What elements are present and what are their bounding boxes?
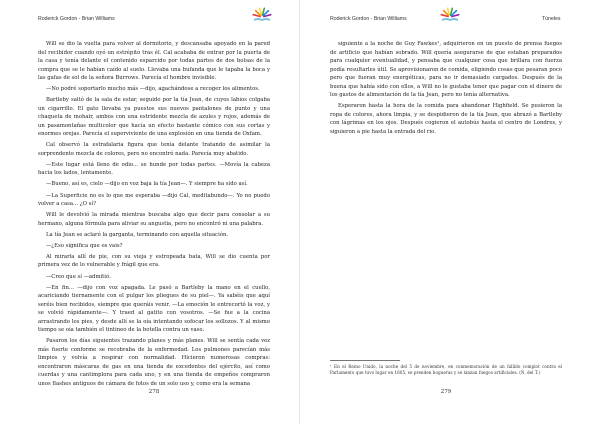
footnote: ¹ En el Reino Unido, la noche del 5 de noviembre, en conmemoración de un fallido complot contra el Parlamento que tuvo lugar en 1605, se prenden hogueras y se lanzan fuegos artificiales. (N. del T.) (330, 364, 562, 375)
paragraph: —En fin... —dijo con voz apagada. Le pasó a Bartleby la mano en el cuello, acariciando tiernamente con el pulgar los pliegues de su piel—. Ya sabéis que aquí seréis bien recibidos, siempre que queráis venir. —La emoción le entrecortó la voz, y se volvió rápidamente—. Y traed al gatito con vosotros. —Se fue a la cocina arrastrando los pies, y desde allí se la oía intentando sofocar los sollozos. Y al mismo tiempo se oía también el tintineo de la botella contra un vaso. (38, 284, 270, 334)
page-number: 279 (440, 389, 452, 395)
right-body-text (330, 40, 562, 139)
paragraph: La tía Jean se aclaró la garganta, terminando con aquella situación. (46, 231, 229, 238)
paragraph: —Bueno, así es, cielo —dijo en voz baja la tía Jean—. Y siempre ha sido así. (46, 181, 248, 188)
paragraph: Will se dio la vuelta para volver al dormitorio, y descansaba apoyado en la pared del recibidor cuando oyó un estrépito tras él. Cal acababa de entrar por la puerta de la casa y tenía delante el contenido esparcido por todas partes de dos bolsas de la compra que se le habían caído al suelo. Llevaba una bufanda que le tapaba la boca y las gafas de sol de la señora Burrows. Parecía el hombre invisible. (38, 41, 270, 81)
paragraph: Cal observó la estrafalaria figura que tenía delante tratando de asimilar la sorprendente mezcla de colores, pero no encontró nada. Parecía muy abatido. (38, 142, 270, 157)
paragraph: Will le devolvió la mirada mientras buscaba algo que decir para consolar a su hermano, alguna fórmula para aliviar su angustia, pero no encontró ni una palabra. (38, 212, 270, 227)
right-header-title: Túneles (542, 16, 561, 22)
book-logo-icon (440, 7, 460, 23)
paragraph: siguiente a la noche de Guy Fawkes¹, adquirieron en un puesto de prensa fuegos de artificio que habían sobrado. Will quería asegurarse de que estaban preparados para cualquier eventualidad, y pensaba que cualquier cosa que brillara con fuerza podía resultarles útil. Se aprovisionaron de comida, eligiendo cosas que pesaran poco pero que fueran muy energéticas, para no ir demasiado cargados. Después de la buena que había sido con ellos, a Will no le gustaba tener que pagar con el dinero de los gastos de alimentación de la tía Jean, pero no tenía alternativa. (330, 41, 562, 98)
book-logo-icon (252, 7, 272, 23)
paragraph: —Este lugar está lleno de odio... se hunde por todas partes. —Movía la cabeza hacia los lados, lentamente. (38, 161, 270, 177)
left-header-author: Roderick Gordon - Brian Williams (38, 16, 115, 22)
paragraph: Bartleby saltó de la sala de estar, seguido por la tía Jean, de cuyos labios colgaba un cigarrillo. El gato llevaba ya puestos sus nuevos pantalones de punto y una chaqueta de mohair, ambos con una estridente mezcla de azules y rojos, además de un pasamontañas multicolor que hacía un efecto bastante cómico con sus cortas y enormes orejas. Parecía el superviviente de una explosión en una tienda de Oxfam. (38, 97, 270, 138)
paragraph: Esperaron hasta la hora de la comida para abandonar Highfield. Se pusieron la ropa de colores, ahora limpia, y se despidieron de la tía Jean, que abrazó a Bartleby con lágrimas en los ojos. Después cogieron el autobús hasta el centro de Londres, y siguieron a pie hasta la entrada del rio. (330, 103, 562, 135)
footnote-divider (330, 360, 400, 361)
right-header-author: Roderick Gordon - Brian Williams (330, 16, 407, 22)
paragraph: Pasaron los días siguientes trazando planes y más planes. Will se sentía cada vez más fuerte conforme se recobraba de la enfermedad. Los pulmones parecían más limpios y volvía a respirar con normalidad. Hicieron numerosas compras: encontraron máscaras de gas en una tienda de excedentes del ejército, así como cuerdas y una cantimplora para cada uno, y en una tienda de empeños compraron unos flashes antiguos de cámara de fotos de un solo uso y, como era la semana (38, 338, 270, 387)
paragraph: —¿Eso significa que os vais? (46, 242, 123, 249)
paragraph: —La Superficie no es lo que me esperaba —dijo Cal, meditabundo—. Yo no puedo volver a casa... ¿O sí? (38, 192, 270, 208)
left-body-text (38, 40, 270, 391)
paragraph: Al mirarla allí de pie, con su vieja y estropeada bata, Will se dio cuenta por primera vez de lo vulnerable y frágil que era. (38, 253, 270, 269)
paragraph: —Creo que sí —admitió. (46, 273, 111, 280)
page-number: 278 (148, 389, 160, 395)
right-page (300, 0, 600, 424)
paragraph: —No podré soportarlo mucho más —dijo, agachándose a recoger los alimentos. (46, 86, 260, 93)
